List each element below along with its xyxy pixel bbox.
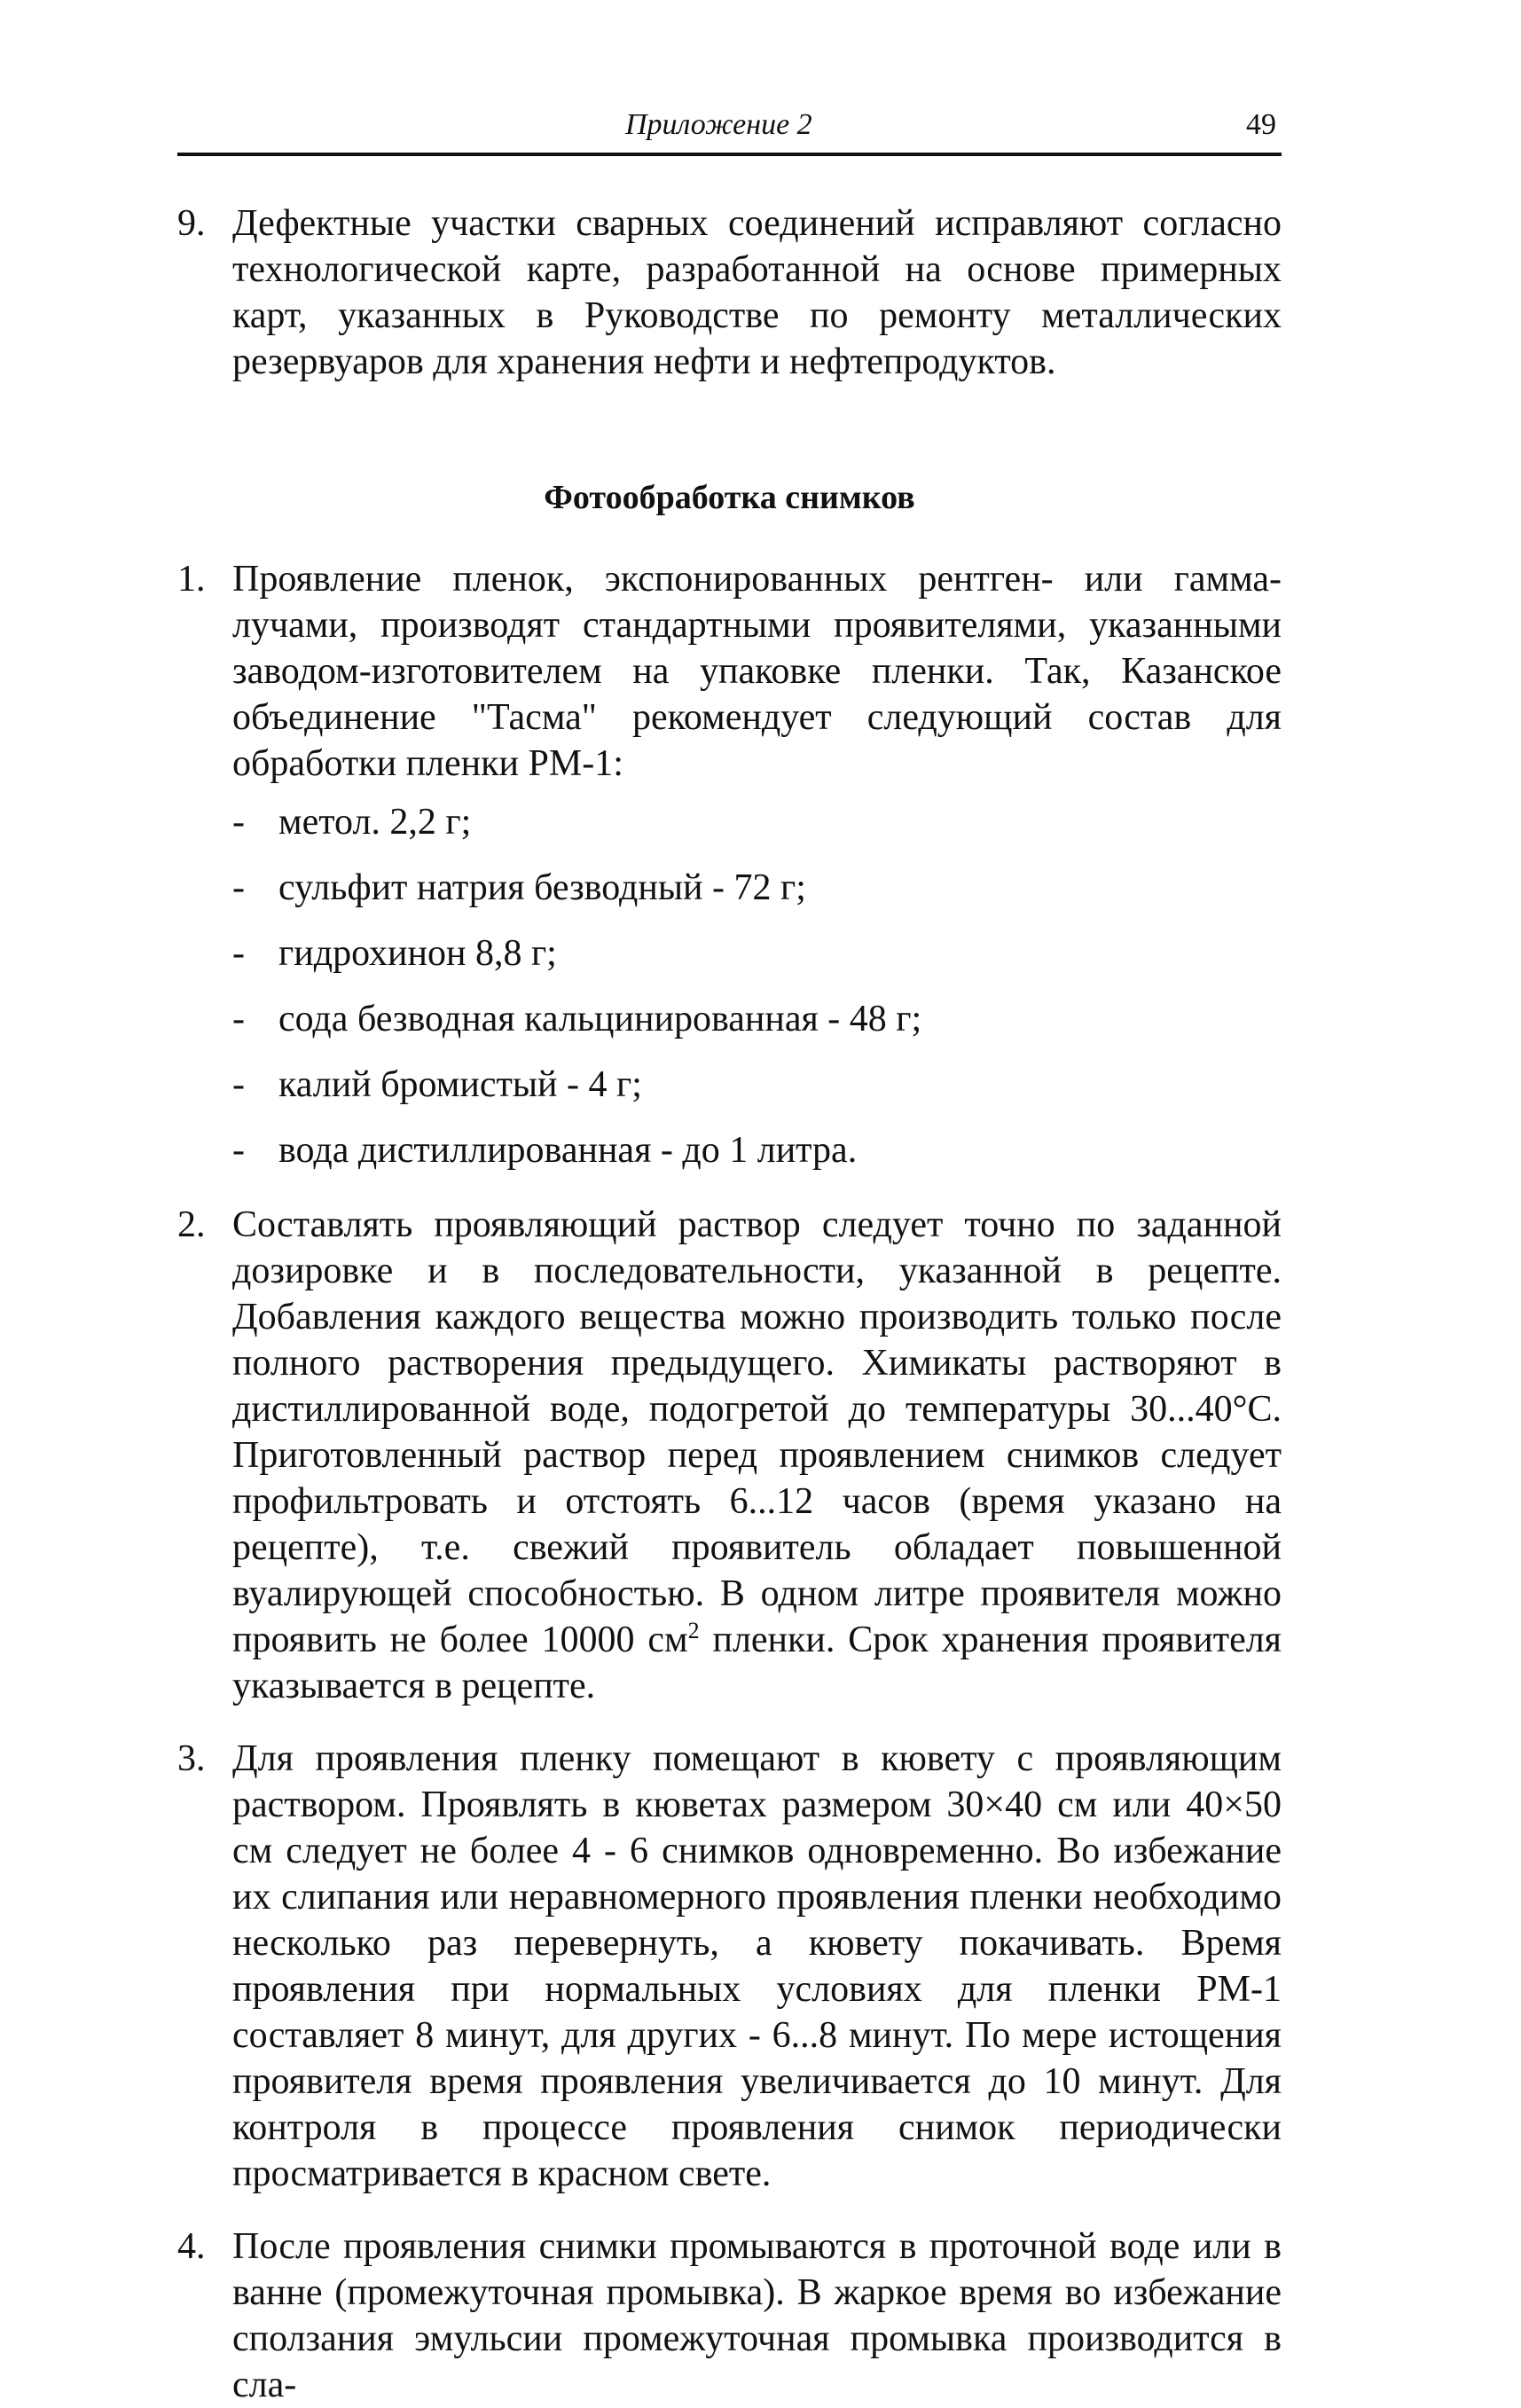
paragraph-text: Проявление пленок, экспонированных рентген- или гамма-лучами, производят стандартными проявителями, указанными заводом-изготовителем на упаковке пленки. Так, Казанское объединение "Тасма" рекомендует следующий состав для обработки пленки РМ-1: <box>232 559 1282 784</box>
list-item-text: метол. 2,2 г; <box>278 802 472 843</box>
paragraph-text: Для проявления пленку помещают в кювету с проявляющим раствором. Проявлять в кюветах размером 30×40 см или 40×50 см следует не более 4 - 6 снимков одновременно. Во избежание их слипания или неравномерного проявления пленки необходимо несколько раз перевернуть, а кювету покачивать. Время проявления при нормальных условиях для пленки РМ-1 составляет 8 минут, для других - 6...8 минут. По мере истощения проявителя время проявления увеличивается до 10 минут. Для контроля в процессе проявления снимок периодически просматривается в красном свете. <box>232 1738 1282 2194</box>
document-page <box>177 106 1282 2408</box>
dash-marker: - <box>232 1130 245 1171</box>
paragraph-number: 1. <box>177 559 206 600</box>
list-item <box>232 865 1282 930</box>
running-title: Приложение 2 <box>625 108 812 141</box>
list-item-text: вода дистиллированная - до 1 литра. <box>278 1130 858 1171</box>
list-item <box>232 799 1282 865</box>
paragraph-text: Составлять проявляющий раствор следует точно по заданной дозировке и в последовательности, указанной в рецепте. Добавления каждого вещества можно производить только после полного растворения предыдущего. Химикаты растворяют в дистиллированной воде, подогретой до температуры 30...40°С. Приготовленный раствор перед проявлением снимков следует профильтровать и отстоять 6...12 часов (время указано на рецепте), т.е. свежий проявитель обладает повышенной вуалирующей способностью. В одном литре проявителя можно проявить не более 10000 см <box>232 1204 1282 1660</box>
list-item-text: сода безводная кальцинированная - 48 г; <box>278 999 922 1039</box>
page-number: 49 <box>1246 108 1276 141</box>
paragraph-text-continued: пленки. Срок хранения проявителя указывается в рецепте. <box>232 1620 1282 1706</box>
running-header <box>177 106 1282 156</box>
paragraph-number: 2. <box>177 1204 206 1245</box>
paragraph-text: После проявления снимки промываются в проточной воде или в ванне (промежуточная промывка). В жаркое время во избежание сползания эмульсии промежуточная промывка производится в сла- <box>232 2226 1282 2405</box>
dash-marker: - <box>232 802 245 843</box>
paragraph-9 <box>177 200 1282 385</box>
section-heading: Фотообработка снимков <box>544 479 915 516</box>
list-item <box>232 1062 1282 1127</box>
paragraph-1 <box>177 556 1282 1193</box>
dash-marker: - <box>232 1064 245 1105</box>
list-item-text: сульфит натрия безводный - 72 г; <box>278 867 806 908</box>
list-item <box>232 1127 1282 1193</box>
paragraph-2 <box>177 1202 1282 1709</box>
paragraph-3 <box>177 1736 1282 2197</box>
dash-marker: - <box>232 933 245 974</box>
list-item <box>232 930 1282 996</box>
paragraph-text: Дефектные участки сварных соединений исправляют согласно технологической карте, разработанной на основе примерных карт, указанных в Руководстве по ремонту металлических резервуаров для хранения нефти и нефтепродуктов. <box>232 203 1282 382</box>
list-item-text: калий бромистый - 4 г; <box>278 1064 642 1105</box>
superscript: 2 <box>687 1618 700 1643</box>
dash-marker: - <box>232 867 245 908</box>
list-item-text: гидрохинон 8,8 г; <box>278 933 557 974</box>
list-item <box>232 996 1282 1062</box>
paragraph-number: 3. <box>177 1738 206 1779</box>
paragraph-4 <box>177 2224 1282 2408</box>
paragraph-number: 4. <box>177 2226 206 2267</box>
dash-marker: - <box>232 999 245 1039</box>
paragraph-number: 9. <box>177 203 206 244</box>
ingredient-list <box>232 799 1282 1193</box>
